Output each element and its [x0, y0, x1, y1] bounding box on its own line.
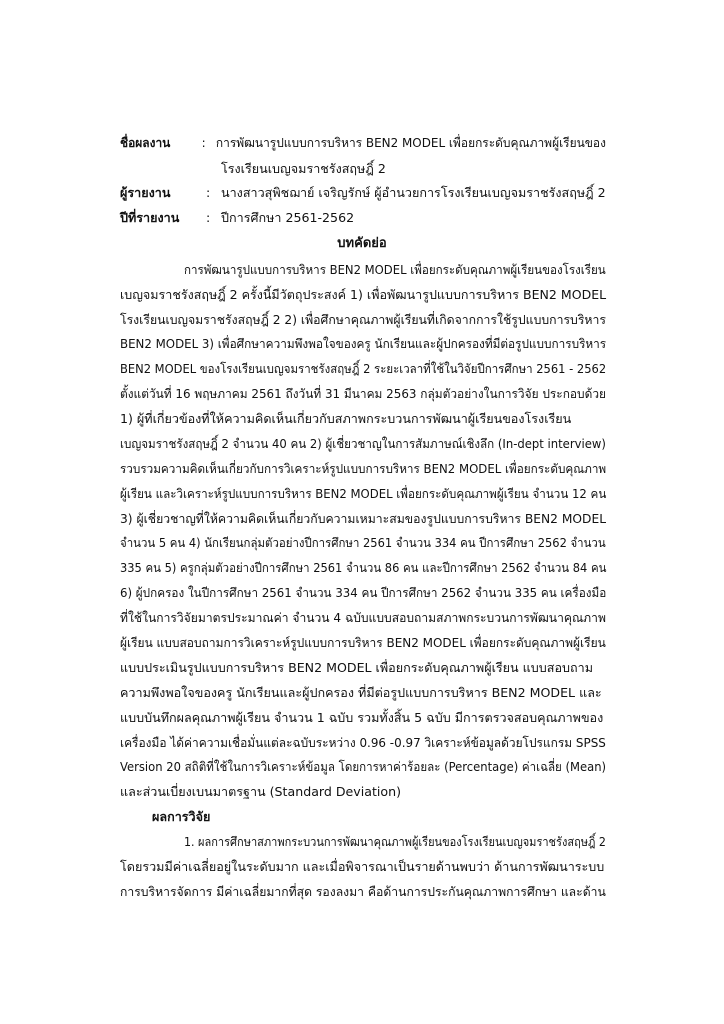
abstract-line: BEN2 MODEL 3) เพื่อศึกษาความพึงพอใจของครู นักเรียนและผู้ปกครองที่มีต่อรูปแบบการบริหาร [120, 336, 607, 351]
reporter-label: ผู้รายงาน [120, 185, 171, 200]
abstract-line: และส่วนเบี่ยงเบนมาตรฐาน (Standard Deviation) [120, 784, 402, 799]
reporter-colon: : [206, 185, 211, 200]
abstract-line: ที่ใช้ในการวิจัยมาตรประมาณค่า จำนวน 4 ฉบับแบบสอบถามสภาพกระบวนการพัฒนาคุณภาพ [120, 610, 606, 625]
results-line: การบริหารจัดการ มีค่าเฉลี่ยมากที่สุด รองลงมา คือด้านการประกันคุณภาพการศึกษา และด้าน [120, 884, 606, 899]
results-line: 1. ผลการศึกษาสภาพกระบวนการพัฒนาคุณภาพผู้เรียนของโรงเรียนเบญจมราชรังสฤษฎิ์ 2 [184, 834, 606, 849]
work-title-label: ชื่อผลงาน [120, 135, 171, 150]
abstract-line: รวบรวมความคิดเห็นเกี่ยวกับการวิเคราะห์รูปแบบการบริหาร BEN2 MODEL เพื่อยกระดับคุณภาพ [120, 461, 607, 476]
abstract-line: 6) ผู้ปกครอง ในปีการศึกษา 2561 จำนวน 334 คน ปีการศึกษา 2562 จำนวน 335 คน เครื่องมือ [120, 585, 607, 600]
abstract-line: แบบประเมินรูปแบบการบริหาร BEN2 MODEL เพื่อยกระดับคุณภาพผู้เรียน แบบสอบถาม [120, 660, 593, 675]
report-year-label: ปีที่รายงาน [120, 210, 180, 225]
abstract-line: ผู้เรียน แบบสอบถามการวิเคราะห์รูปแบบการบริหาร BEN2 MODEL เพื่อยกระดับคุณภาพผู้เรียน [120, 635, 606, 650]
abstract-line: เบญจมราชรังสฤษฎิ์ 2 จำนวน 40 คน 2) ผู้เชี่ยวชาญในการสัมภาษณ์เชิงลึก (In-dept interview) [120, 436, 606, 451]
abstract-line: จำนวน 5 คน 4) นักเรียนกลุ่มตัวอย่างปีการศึกษา 2561 จำนวน 334 คน ปีการศึกษา 2562 จำนวน [120, 535, 606, 550]
report-year-colon: : [206, 210, 211, 225]
abstract-line: การพัฒนารูปแบบการบริหาร BEN2 MODEL เพื่อยกระดับคุณภาพผู้เรียนของโรงเรียน [184, 262, 606, 277]
results-heading: ผลการวิจัย [152, 809, 211, 824]
abstract-line: เครื่องมือ ได้ค่าความเชื่อมั่นแต่ละฉบับระหว่าง 0.96 -0.97 วิเคราะห์ข้อมูลด้วยโปรแกรม SPSS [120, 735, 606, 750]
abstract-line: 335 คน 5) ครูกลุ่มตัวอย่างปีการศึกษา 2561 จำนวน 86 คน และปีการศึกษา 2562 จำนวน 84 คน [120, 560, 607, 575]
work-title-value-line1: การพัฒนารูปแบบการบริหาร BEN2 MODEL เพื่อยกระดับคุณภาพผู้เรียนของ [215, 135, 606, 150]
reporter-value: นางสาวสุพิชฌาย์ เจริญรักษ์ ผู้อำนวยการโรงเรียนเบญจมราชรังสฤษฎิ์ 2 [221, 185, 606, 200]
abstract-line: โรงเรียนเบญจมราชรังสฤษฎิ์ 2 2) เพื่อศึกษาคุณภาพผู้เรียนที่เกิดจากการใช้รูปแบบการบริหาร [120, 312, 606, 327]
abstract-line: 3) ผู้เชี่ยวชาญที่ให้ความคิดเห็นเกี่ยวกับความเหมาะสมของรูปแบบการบริหาร BEN2 MODEL [120, 511, 607, 526]
abstract-line: 1) ผู้ที่เกี่ยวข้องที่ให้ความคิดเห็นเกี่ยวกับสภาพกระบวนการพัฒนาผู้เรียนของโรงเรียน [120, 411, 572, 426]
abstract-line: ผู้เรียน และวิเคราะห์รูปแบบการบริหาร BEN2 MODEL เพื่อยกระดับคุณภาพผู้เรียน จำนวน 12 คน [120, 486, 607, 501]
abstract-line: ความพึงพอใจของครู นักเรียนและผู้ปกครอง ที่มีต่อรูปแบบการบริหาร BEN2 MODEL และ [120, 685, 602, 700]
abstract-line: แบบบันทึกผลคุณภาพผู้เรียน จำนวน 1 ฉบับ รวมทั้งสิ้น 5 ฉบับ มีการตรวจสอบคุณภาพของ [120, 710, 604, 725]
work-title-colon: : [201, 135, 206, 150]
report-year-value: ปีการศึกษา 2561-2562 [221, 210, 355, 225]
abstract-line: BEN2 MODEL ของโรงเรียนเบญจมราชรังสฤษฎิ์ 2 ระยะเวลาที่ใช้ในวิจัยปีการศึกษา 2561 - 2562 [120, 361, 607, 376]
abstract-line: ตั้งแต่วันที่ 16 พฤษภาคม 2561 ถึงวันที่ 31 มีนาคม 2563 กลุ่มตัวอย่างในการวิจัย ประกอบด้วย [120, 386, 607, 401]
results-line: โดยรวมมีค่าเฉลี่ยอยู่ในระดับมาก และเมื่อพิจารณาเป็นรายด้านพบว่า ด้านการพัฒนาระบบ [120, 859, 605, 874]
abstract-line: เบญจมราชรังสฤษฎิ์ 2 ครั้งนี้มีวัตถุประสงค์ 1) เพื่อพัฒนารูปแบบการบริหาร BEN2 MODEL [120, 287, 607, 302]
work-title-row-2 [221, 159, 386, 179]
abstract-title: บทคัดย่อ [337, 236, 387, 251]
work-title-value-line2: โรงเรียนเบญจมราชรังสฤษฎิ์ 2 [221, 161, 386, 176]
abstract-line: Version 20 สถิติที่ใช้ในการวิเคราะห์ข้อมูล โดยการหาค่าร้อยละ (Percentage) ค่าเฉลี่ย (Mean) [120, 759, 607, 774]
